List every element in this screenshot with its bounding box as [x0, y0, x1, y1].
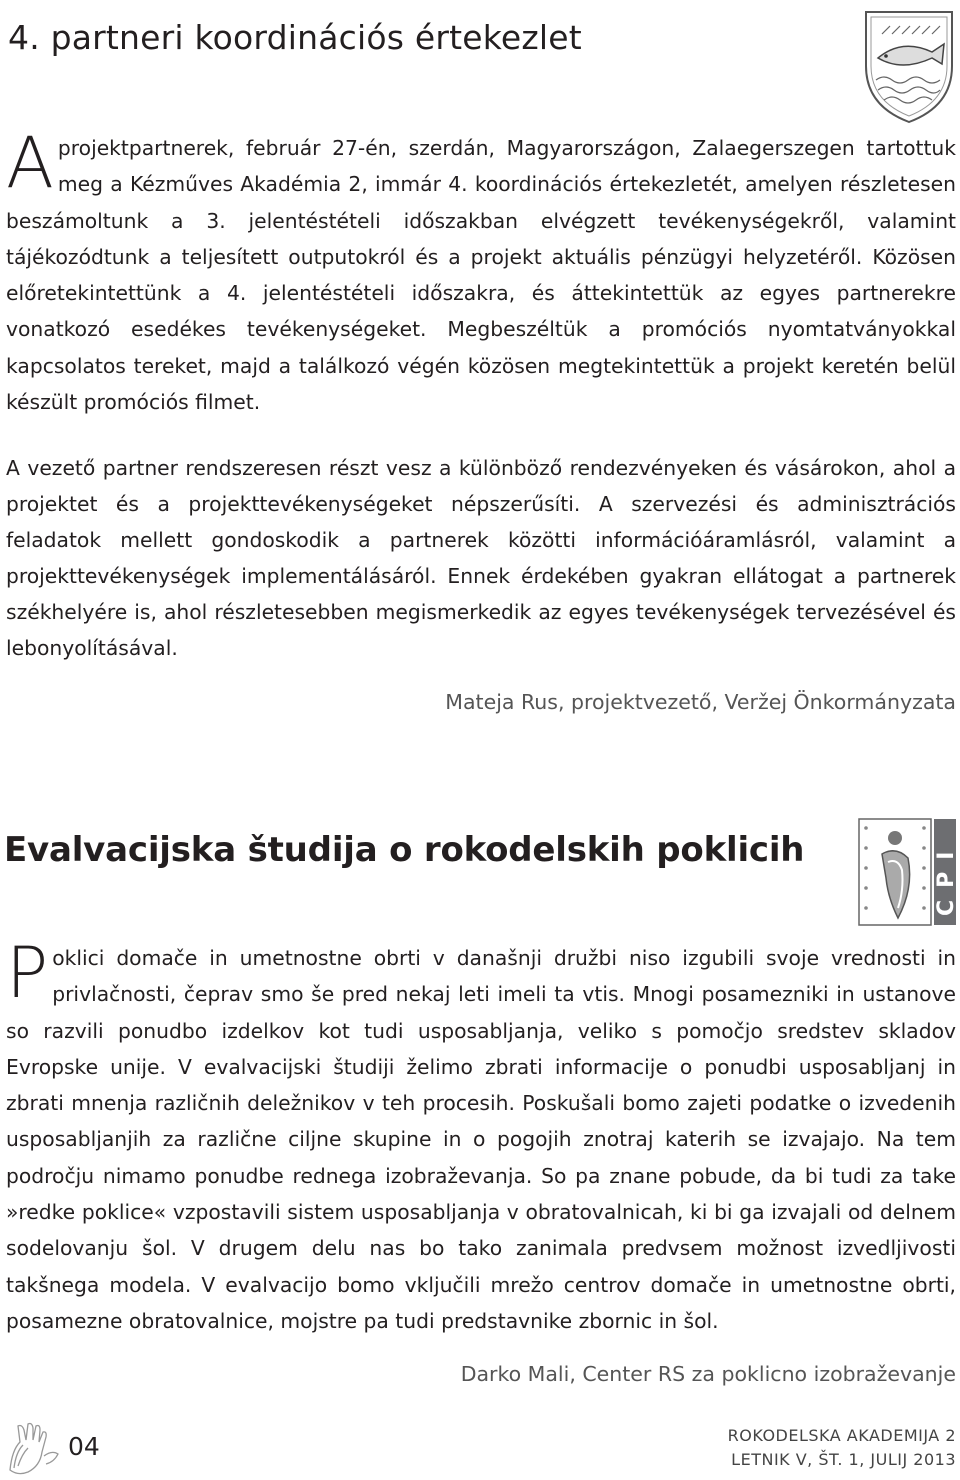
issue-info: LETNIK V, ŠT. 1, JULIJ 2013: [731, 1450, 956, 1469]
page-title: 4. partneri koordinációs értekezlet: [8, 18, 582, 57]
cpi-logo: [858, 818, 958, 928]
page-number: 04: [68, 1432, 100, 1461]
cpi-logo-text: CPI: [934, 839, 958, 916]
intro-paragraph: [6, 122, 956, 420]
body-paragraph: [6, 932, 956, 1339]
paragraph-text: projektpartnerek, február 27-én, szerdán, Magyarországon, Zalaegerszegen tartottuk meg a Kézműves Akadémia 2, immár 4. koordinációs értekezletét, amelyen részletesen beszámoltunk a 3. jelentéstételi időszakban elvégzett tevékenységekről, valamint tájékozódtunk a teljesített outputokról és a projekt aktuális pénzügyi helyzetéről. Közösen előretekintettünk a 4. jelentéstételi időszakra, és áttekintettük az egyes partnerekre vonatkozó esedékes tevékenységeket. Megbeszéltük a promóciós nyomtatványokkal kapcsolatos tereket, majd a találkozó végén közösen megtekintettük a projekt keretén belül készült promóciós filmet.: [6, 136, 956, 415]
signature: Darko Mali, Center RS za poklicno izobraževanje: [460, 1362, 956, 1386]
hand-logo-icon: [4, 1420, 62, 1476]
body-paragraph: A vezető partner rendszeresen részt vesz a különböző rendezvényeken és vásárokon, ahol a projektet és a projekttevékenységeket népszerűsíti. A szervezési és adminisztrációs feladatok mellett gondoskodik a partnerek közötti információáramlásról, valamint a projekttevékenységek implementálásáról. Ennek érdekében gyakran ellátogat a partnerek székhelyére is, ahol részletesebben megismerkedik az egyes tevékenységek tervezésével és lebonyolításával.: [6, 456, 956, 660]
paragraph-text: oklici domače in umetnostne obrti v današnji družbi niso izgubili svoje vrednosti in privlačnosti, čeprav smo še pred nekaj leti imeli ta vtis. Mnogi posamezniki in ustanove so razvili ponudbo izdelkov kot tudi usposabljanja, veliko s pomočjo sredstev skladov Evropske unije. V evalvacijski študiji želimo zbrati informacije o ponudbi usposabljanj in zbrati mnenja različnih deležnikov v teh procesih. Poskušali bomo zajeti podatke o izvedenih usposabljanjih za različne ciljne skupine in o pogojih znotraj katerih se izvajajo. Na tem področju nimamo ponudbe rednega izobraževanja. So pa znane pobude, da bi tudi za take »redke poklice« vzpostavili sistem usposabljanja v obratovalnicah, ki bi ga izvajali od delnem sodelovanju šol. V drugem delu nas bo tako zanimala predvsem možnost izvedljivosti takšnega modela. V evalvacijo bomo vključili mrežo centrov domače in umetnostne obrti, posamezne obratovalnice, mojstre pa tudi predstavnike zbornic in šol.: [6, 946, 956, 1333]
publication-name: ROKODELSKA AKADEMIJA 2: [727, 1426, 956, 1445]
signature: Mateja Rus, projektvezető, Veržej Önkormányzata: [445, 690, 956, 714]
publication-info: [728, 1424, 956, 1472]
coat-of-arms-icon: [862, 8, 956, 126]
drop-cap: A: [6, 122, 54, 204]
drop-cap: P: [6, 932, 49, 1014]
section-heading: Evalvacijska študija o rokodelskih poklicih: [4, 830, 805, 870]
